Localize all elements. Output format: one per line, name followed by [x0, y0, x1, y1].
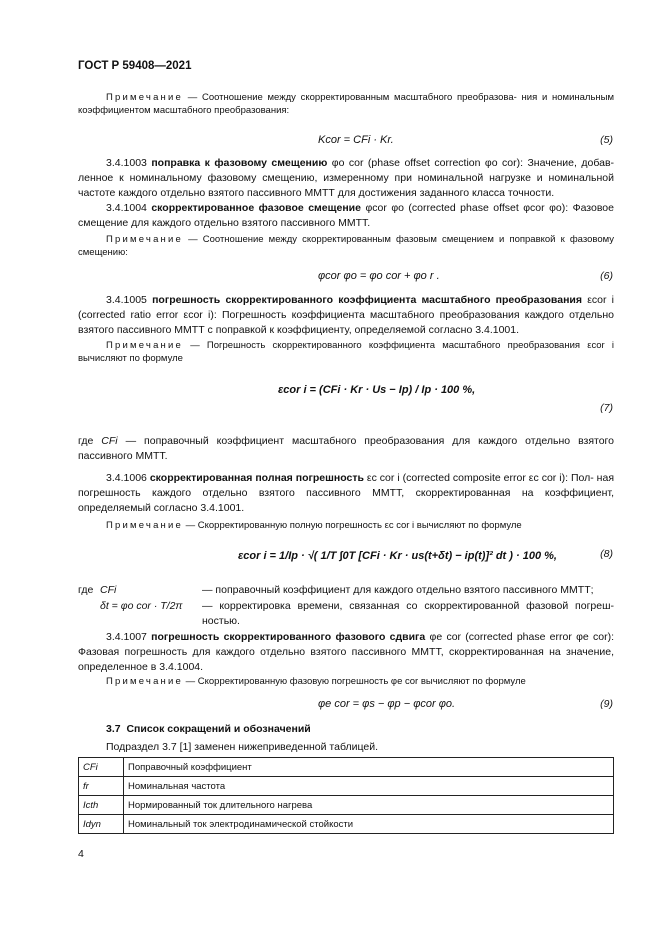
note-text: — Скорректированную фазовую погрешность φe cor вычисляют по формуле [183, 676, 526, 687]
table-row [79, 777, 614, 796]
clause-symbol: φe cor [429, 631, 462, 643]
clause-3-4-1003 [78, 156, 614, 201]
note-text: — Погрешность скорректированного коэффициента масштабного преобразования εcor i вычисляют по формуле [78, 340, 614, 364]
note-text: — Скорректированную полную погрешность εc cor i вычисляют по формуле [183, 520, 522, 531]
clause-term: скорректированное фазовое смещение [151, 202, 361, 214]
clause-3-4-1007 [78, 630, 614, 675]
table-description: Поправочный коэффициент [124, 758, 614, 777]
table-symbol: CFi [79, 758, 124, 777]
formula-6: φcor φo = φo cor + φo r . [318, 270, 440, 282]
section-title-text: Список сокращений и обозначений [126, 723, 311, 735]
clause-3-4-1006 [78, 471, 614, 516]
note-label: Примечание [106, 676, 183, 687]
formula-number-6: (6) [600, 270, 613, 282]
table-row [79, 815, 614, 834]
where-1 [78, 434, 614, 464]
clause-3-4-1005 [78, 293, 614, 338]
table-row [79, 796, 614, 815]
where-symbol: CFi [101, 435, 118, 447]
where-text: — поправочный коэффициент для каждого отдельно взятого пассивного ММТТ; [202, 584, 594, 596]
table-symbol: fr [79, 777, 124, 796]
clause-text: (corrected ratio error εcor i): Погрешность коэффициента масштабного преобразования каждого отдельно взятого пассивного ММТТ с поправкой к коэффициенту, определяемой согласно 3.4.1001. [78, 309, 614, 336]
formula-7: εcor i = (CFi · Kr · Us − Ip) / Ip · 100 %, [278, 384, 476, 396]
table-symbol: Idyn [79, 815, 124, 834]
abbreviations-table [78, 757, 614, 834]
note-label: Примечание [106, 340, 183, 351]
where-lead: где [78, 584, 94, 596]
clause-number: 3.4.1007 [106, 631, 147, 643]
formula-number-8: (8) [600, 548, 613, 560]
where-lead: где [78, 435, 94, 447]
note-1 [78, 91, 614, 117]
formula-number-5: (5) [600, 134, 613, 146]
table-row [79, 758, 614, 777]
where-symbol: CFi [100, 584, 117, 596]
clause-symbol: φo cor [331, 157, 364, 169]
document-header: ГОСТ Р 59408—2021 [78, 60, 192, 72]
table-description: Нормированный ток длительного нагрева [124, 796, 614, 815]
clause-number: 3.4.1003 [106, 157, 147, 169]
clause-text: (corrected composite error εc cor i): Пол- ная погрешность каждого отдельно взятого пассивного ММТТ, скорректированная на коэффициент, определяемый согласно 3.4.1001. [78, 472, 615, 514]
clause-term: погрешность скорректированного коэффициента масштабного преобразования [152, 294, 582, 306]
clause-number: 3.4.1006 [106, 472, 147, 484]
note-text: — Соотношение между скорректированным масштабного преобразова- ния и номинальным коэффициентом масштабного преобразования: [78, 92, 614, 116]
where-symbol: δt = φo cor · T/2π [100, 600, 183, 612]
note-text: — Соотношение между скорректированным фазовым смещением и поправкой к фазовому смещению: [78, 234, 614, 258]
clause-term: скорректированная полная погрешность [149, 472, 364, 484]
where-text: — поправочный коэффициент масштабного преобразования для каждого отдельно взятого пассивного ММТТ. [78, 435, 614, 462]
clause-term: погрешность скорректированного фазового сдвига [151, 631, 426, 643]
formula-number-9: (9) [600, 698, 613, 710]
clause-3-4-1004 [78, 201, 614, 231]
formula-number-7: (7) [600, 402, 613, 414]
section-title [106, 722, 311, 737]
replacement-note: Подраздел 3.7 [1] заменен нижеприведенной таблицей. [106, 741, 379, 753]
table-symbol: Icth [79, 796, 124, 815]
formula-8: εcor i = 1/Ip · √( 1/T ∫0T [CFi · Kr · us(t+δt) − ip(t)]² dt ) · 100 %, [238, 550, 557, 562]
table-description: Номинальный ток электродинамической стойкости [124, 815, 614, 834]
formula-5: Kcor = CFi · Kr. [318, 134, 394, 146]
note-5 [78, 675, 614, 688]
note-3 [78, 339, 614, 365]
where-text: — корректировка времени, связанная со скорректированной фазовой погреш- ностью. [202, 600, 614, 627]
clause-symbol: εc cor i [366, 472, 400, 484]
note-2 [78, 233, 614, 259]
section-number: 3.7 [106, 723, 121, 735]
table-description: Номинальная частота [124, 777, 614, 796]
note-label: Примечание [106, 92, 183, 103]
clause-number: 3.4.1004 [106, 202, 147, 214]
formula-9: φe cor = φs − φp − φcor φo. [318, 698, 456, 710]
where-2-row-1 [78, 583, 614, 598]
clause-text: (phase offset correction φo cor): Значение, добав- ленное к номинальному фазовому смещению, измеренному при номинальной нагрузке и номинальной частоте каждого отдельно взятого пассивного ММТТ для достижения заданного класса точности. [78, 157, 615, 199]
note-label: Примечание [106, 234, 183, 245]
clause-number: 3.4.1005 [106, 294, 147, 306]
note-4 [78, 519, 614, 532]
clause-symbol: εcor i [587, 294, 614, 306]
clause-term: поправка к фазовому смещению [151, 157, 328, 169]
clause-symbol: φcor φo [365, 202, 404, 214]
clause-text: (corrected phase offset φcor φo): Фазовое смещение для каждого отдельно взятого пассивного ММТТ. [78, 202, 614, 229]
page-number: 4 [78, 848, 84, 860]
note-label: Примечание [106, 520, 183, 531]
clause-text: (corrected phase error φe cor): Фазовая погрешность для каждого отдельно взятого пассивного ММТТ, скорректированная на значение, определенное в 3.4.1004. [78, 631, 615, 673]
